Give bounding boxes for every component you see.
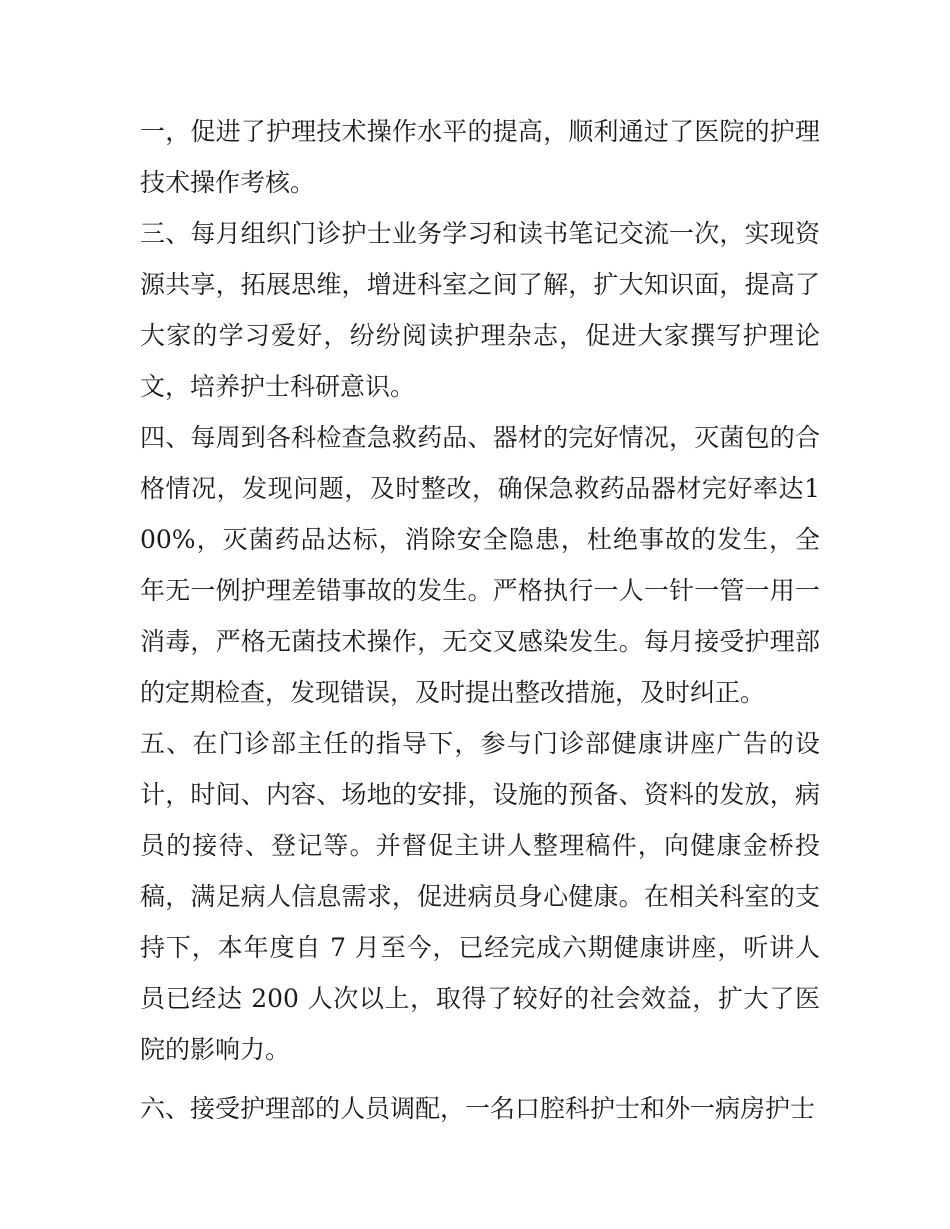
paragraph-5: 五、在门诊部主任的指导下，参与门诊部健康讲座广告的设计，时间、内容、场地的安排，设施的预备、资料的发放，病员的接待、登记等。并督促主讲人整理稿件，向健康金桥投稿，满足病人信息需求，促进病员身心健康。在相关科室的支持下，本年度自 7 月至今，已经完成六期健康讲座，听讲人员已经达 200 人次以上，取得了较好的社会效益，扩大了医院的影响力。 (140, 729, 820, 1064)
paragraph-4: 四、每周到各科检查急救药品、器材的完好情况，灭菌包的合格情况，发现问题，及时整改，确保急救药品器材完好率达100%，灭菌药品达标，消除安全隐患，杜绝事故的发生，全年无一例护理差错事故的发生。严格执行一人一针一管一用一消毒，严格无菌技术操作，无交叉感染发生。每月接受护理部的定期检查，发现错误，及时提出整改措施，及时纠正。 (140, 423, 820, 707)
document-body (140, 106, 820, 1134)
paragraph-1: 一，促进了护理技术操作水平的提高，顺利通过了医院的护理技术操作考核。 (140, 117, 820, 197)
paragraph-3: 三、每月组织门诊护士业务学习和读书笔记交流一次，实现资源共享，拓展思维，增进科室之间了解，扩大知识面，提高了大家的学习爱好，纷纷阅读护理杂志，促进大家撰写护理论文，培养护士科研意识。 (140, 219, 820, 401)
paragraph-6: 六、接受护理部的人员调配，一名口腔科护士和外一病房护士 (140, 1094, 816, 1123)
